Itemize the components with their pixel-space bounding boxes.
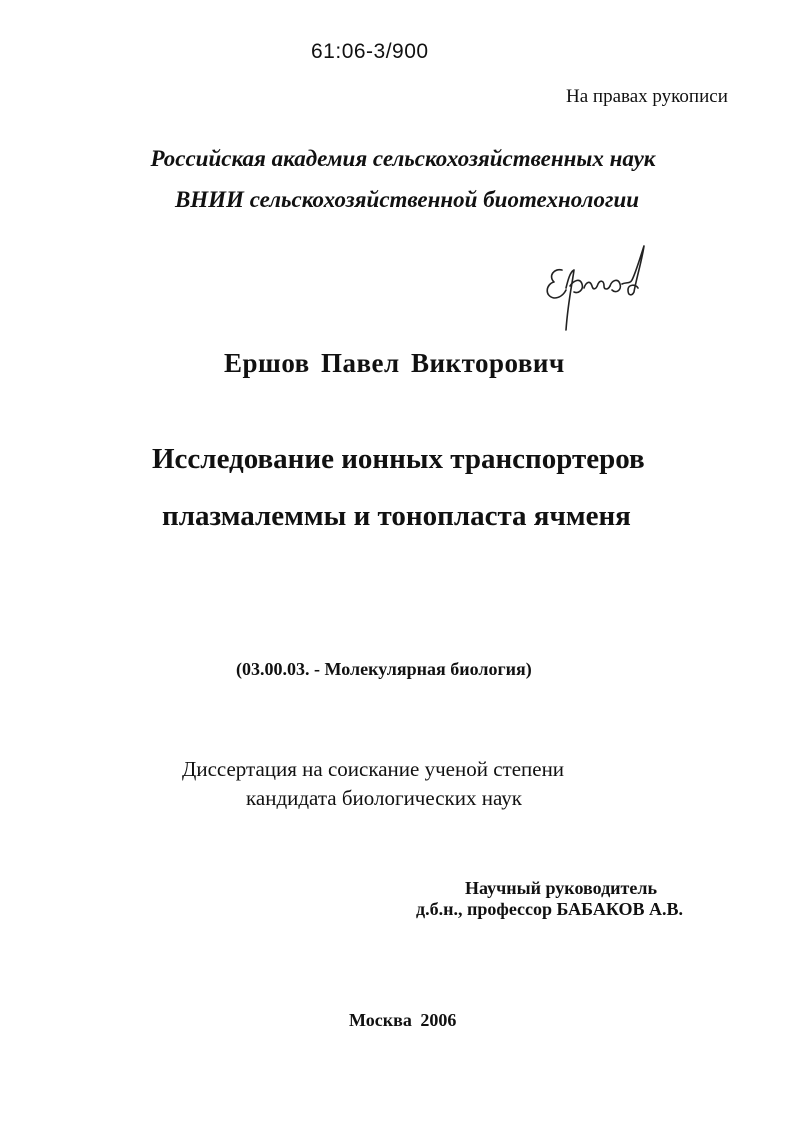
supervisor-role: Научный руководитель [465,878,657,898]
dissertation-line-1: Диссертация на соискание ученой степени [182,757,565,781]
catalog-number: 61:06-3/900 [311,40,429,63]
supervisor-name: д.б.н., профессор БАБАКОВ А.В. [416,899,683,919]
thesis-title-line-2: плазмалеммы и тонопласта ячменя [162,500,631,532]
rights-notice: На правах рукописи [566,86,728,107]
organization-line-2: ВНИИ сельскохозяйственной биотехнологии [174,187,640,212]
organization-line-1: Российская академия сельскохозяйственных наук [150,146,656,171]
thesis-title-line-1: Исследование ионных транспортеров [152,443,645,475]
specialty-code: (03.00.03. - Молекулярная биология) [236,659,532,679]
author-signature [540,240,660,336]
author-name: Ершов Павел Викторович [224,348,565,378]
place-and-year: Москва 2006 [349,1010,457,1030]
dissertation-line-2: кандидата биологических наук [246,786,522,810]
